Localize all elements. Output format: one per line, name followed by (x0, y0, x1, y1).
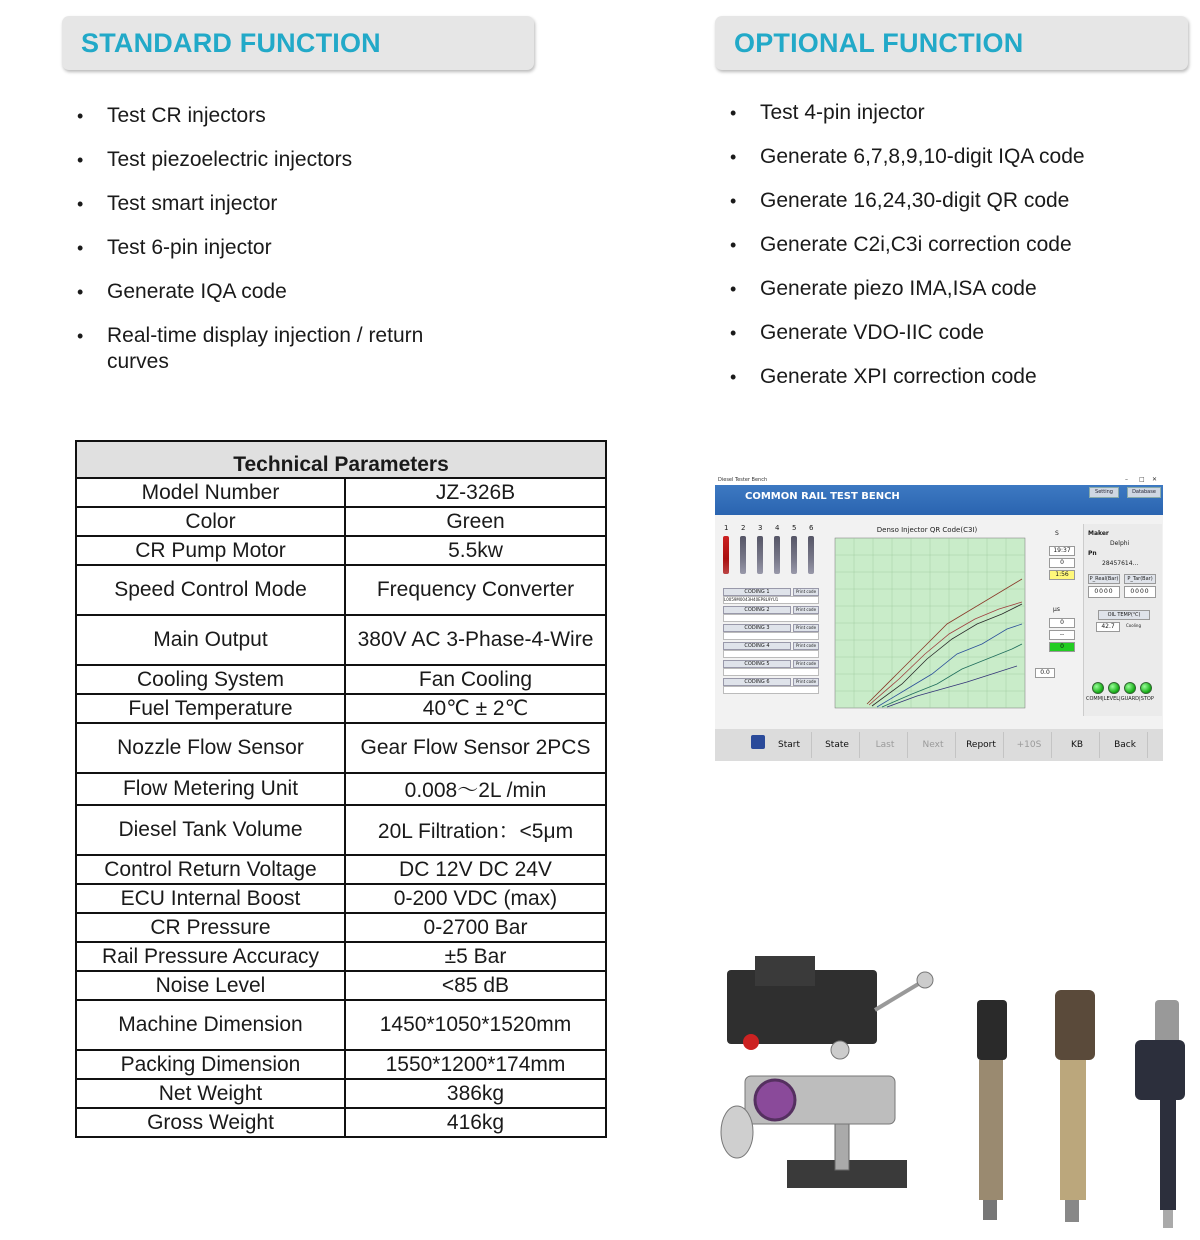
clamp-handwheel (721, 1106, 753, 1158)
param-value: 20L Filtration：<5μm (345, 805, 606, 855)
value-field: 0.0 (1035, 668, 1055, 678)
param-label: CR Pressure (76, 913, 345, 942)
list-item: • Test CR injectors (77, 103, 457, 129)
table-row (76, 507, 606, 536)
table-row (76, 942, 606, 971)
param-value: 0-200 VDC (max) (345, 884, 606, 913)
param-value: Green (345, 507, 606, 536)
injector-number: 1 (724, 524, 729, 532)
param-label: Rail Pressure Accuracy (76, 942, 345, 971)
last-button[interactable]: Last (863, 732, 908, 758)
param-value: ±5 Bar (345, 942, 606, 971)
optional-function-list (730, 100, 1190, 408)
s-field: 19:37 (1049, 546, 1075, 556)
list-item: • Generate 6,7,8,9,10-digit IQA code (730, 144, 1190, 170)
param-label: Machine Dimension (76, 1000, 345, 1050)
param-label: Main Output (76, 615, 345, 665)
param-label: Color (76, 507, 345, 536)
list-item: • Generate XPI correction code (730, 364, 1190, 390)
injector-number: 5 (792, 524, 797, 532)
param-label: Gross Weight (76, 1108, 345, 1137)
oil-temp-label: OIL TEMP(℃) (1098, 610, 1150, 620)
table-row (76, 1079, 606, 1108)
cooling-label: Cooling (1126, 623, 1141, 628)
technical-parameters-table (75, 440, 607, 1138)
info-panel (1083, 524, 1162, 716)
clamp-handle-ball (917, 972, 933, 988)
standard-function-list (77, 103, 457, 393)
coding-field[interactable] (723, 614, 819, 622)
param-label: Control Return Voltage (76, 855, 345, 884)
param-label: CR Pump Motor (76, 536, 345, 565)
coding-label: CODING 5 (723, 660, 791, 668)
injection-curve-chart (827, 524, 1027, 716)
database-button[interactable]: Database (1127, 487, 1161, 498)
list-item: • Real-time display injection / return curves (77, 323, 457, 375)
param-value: Fan Cooling (345, 665, 606, 694)
table-row (76, 971, 606, 1000)
list-item: • Generate 16,24,30-digit QR code (730, 188, 1190, 214)
param-value: <85 dB (345, 971, 606, 1000)
list-item: • Generate piezo IMA,ISA code (730, 276, 1190, 302)
table-title: Technical Parameters (76, 441, 606, 478)
param-value: Gear Flow Sensor 2PCS (345, 723, 606, 773)
guard-light-icon (1124, 682, 1136, 694)
comm-light-icon (1092, 682, 1104, 694)
injector-2 (1055, 990, 1095, 1222)
table-row (76, 773, 606, 805)
status-labels: COMM|LEVEL|GUARD|STOP (1086, 696, 1154, 702)
pn-label: Pn (1088, 550, 1097, 557)
clamp-knob-purple (755, 1080, 795, 1120)
injector-number: 4 (775, 524, 780, 532)
table-row (76, 1050, 606, 1079)
param-value: 416kg (345, 1108, 606, 1137)
injector-1 (977, 1000, 1007, 1220)
oil-temp-value: 42.7 (1096, 622, 1120, 632)
print-code-button[interactable]: Print code (793, 624, 819, 632)
table-row (76, 723, 606, 773)
injector-icon[interactable] (757, 536, 763, 574)
param-value: 1450*1050*1520mm (345, 1000, 606, 1050)
param-label: ECU Internal Boost (76, 884, 345, 913)
param-label: Model Number (76, 478, 345, 507)
param-value: 1550*1200*174mm (345, 1050, 606, 1079)
maximize-icon[interactable]: □ (1139, 476, 1145, 483)
timer-panel (1035, 528, 1079, 683)
coding-label: CODING 4 (723, 642, 791, 650)
app-title-bar (715, 485, 1163, 515)
coding-row (723, 606, 821, 621)
table-row (76, 884, 606, 913)
start-button[interactable]: Start (767, 732, 812, 758)
coding-row (723, 588, 821, 603)
setting-button[interactable]: Setting (1089, 487, 1119, 498)
red-knob (743, 1034, 759, 1050)
window-title: Diesel Tester Bench (718, 477, 768, 483)
bottom-toolbar (715, 729, 1163, 761)
coding-label: CODING 6 (723, 678, 791, 686)
list-item: • Test piezoelectric injectors (77, 147, 457, 173)
list-item: • Generate C2i,C3i correction code (730, 232, 1190, 258)
coding-field[interactable] (723, 650, 819, 658)
print-code-button[interactable]: Print code (793, 588, 819, 596)
us-label: μs (1053, 606, 1060, 613)
param-value: Frequency Converter (345, 565, 606, 615)
clamp-handle-ball (831, 1041, 849, 1059)
back-button[interactable]: Back (1103, 732, 1148, 758)
injector-icon[interactable] (808, 536, 814, 574)
level-light-icon (1108, 682, 1120, 694)
injector-number: 3 (758, 524, 763, 532)
param-value: JZ-326B (345, 478, 606, 507)
param-label: Packing Dimension (76, 1050, 345, 1079)
param-label: Fuel Temperature (76, 694, 345, 723)
close-icon[interactable]: ✕ (1152, 476, 1158, 483)
print-code-button[interactable]: Print code (793, 642, 819, 650)
coding-row (723, 624, 821, 639)
list-item: • Generate VDO-IIC code (730, 320, 1190, 346)
p-tar-label: P_Tar(Bar) (1124, 574, 1156, 584)
coding-field[interactable] (723, 686, 819, 694)
coding-label: CODING 3 (723, 624, 791, 632)
app-title: COMMON RAIL TEST BENCH (745, 491, 900, 502)
product-photos (715, 950, 1200, 1235)
injector-clamp-fixture (721, 956, 933, 1188)
param-label: Flow Metering Unit (76, 773, 345, 805)
state-button[interactable]: State (815, 732, 860, 758)
clamp-handle (875, 980, 925, 1010)
param-value: 0-2700 Bar (345, 913, 606, 942)
list-item: • Test 4-pin injector (730, 100, 1190, 126)
s-field: 0 (1049, 558, 1075, 568)
print-code-button[interactable]: Print code (793, 678, 819, 686)
param-label: Net Weight (76, 1079, 345, 1108)
injector-panel (721, 524, 823, 704)
p-real-label: P_Real(Bar) (1089, 576, 1119, 582)
kb-button[interactable]: KB (1055, 732, 1100, 758)
table-row (76, 478, 606, 507)
p-real-value: 0000 (1088, 586, 1120, 598)
minimize-icon[interactable]: – (1125, 476, 1128, 483)
report-button[interactable]: Report (959, 732, 1004, 758)
coding-field[interactable]: L0059M0043H40EP8L9YU1 (723, 596, 819, 604)
injector-number: 6 (809, 524, 814, 532)
us-field: 0 (1049, 642, 1075, 652)
table-row (76, 855, 606, 884)
coding-row (723, 660, 821, 675)
param-value: 5.5kw (345, 536, 606, 565)
maker-label: Maker (1088, 530, 1109, 537)
optional-function-title: OPTIONAL FUNCTION (734, 28, 1024, 58)
param-value: 40℃ ± 2℃ (345, 694, 606, 723)
print-code-button[interactable]: Print code (793, 606, 819, 614)
s-label: S (1055, 530, 1059, 537)
list-item: • Generate IQA code (77, 279, 457, 305)
us-field: 0 (1049, 618, 1075, 628)
stop-light-icon (1140, 682, 1152, 694)
coding-row (723, 642, 821, 657)
list-item: • Test 6-pin injector (77, 235, 457, 261)
chart-title: Denso Injector QR Code(C3I) (876, 526, 978, 534)
table-row (76, 1000, 606, 1050)
param-value: 0.008～2L /min (345, 773, 606, 805)
injector-3 (1135, 1000, 1185, 1228)
print-code-button[interactable]: Print code (793, 660, 819, 668)
coding-field[interactable] (723, 668, 819, 676)
plus-10s-button[interactable]: +10S (1007, 732, 1052, 758)
param-value: DC 12V DC 24V (345, 855, 606, 884)
software-screenshot (715, 476, 1163, 761)
param-label: Cooling System (76, 665, 345, 694)
coding-field[interactable] (723, 632, 819, 640)
list-item: • Test smart injector (77, 191, 457, 217)
table-row (76, 805, 606, 855)
optional-function-header (715, 16, 1188, 70)
injector-icon[interactable] (774, 536, 780, 574)
p-tar-value: 0000 (1124, 586, 1156, 598)
table-row (76, 694, 606, 723)
table-row (76, 536, 606, 565)
table-row (76, 615, 606, 665)
window-title-bar (715, 476, 1163, 485)
injector-icon[interactable] (791, 536, 797, 574)
param-label: Diesel Tank Volume (76, 805, 345, 855)
next-button[interactable]: Next (911, 732, 956, 758)
run-icon (751, 735, 765, 749)
standard-function-header (62, 16, 534, 70)
table-row (76, 665, 606, 694)
s-field: 1:56 (1049, 570, 1075, 580)
us-field: -- (1049, 630, 1075, 640)
pn-value: 28457614... (1102, 560, 1139, 567)
standard-function-title: STANDARD FUNCTION (81, 28, 381, 58)
table-row (76, 1108, 606, 1137)
coding-row (723, 678, 821, 693)
param-label: Speed Control Mode (76, 565, 345, 615)
table-row (76, 913, 606, 942)
coding-label: CODING 2 (723, 606, 791, 614)
param-label: Noise Level (76, 971, 345, 1000)
injector-number: 2 (741, 524, 746, 532)
injector-icon[interactable] (740, 536, 746, 574)
injector-icon[interactable] (723, 536, 729, 574)
clamp-jaw (755, 956, 815, 986)
coding-label: CODING 1 (723, 588, 791, 596)
maker-value: Delphi (1110, 540, 1130, 547)
table-row (76, 565, 606, 615)
param-value: 386kg (345, 1079, 606, 1108)
param-value: 380V AC 3-Phase-4-Wire (345, 615, 606, 665)
param-label: Nozzle Flow Sensor (76, 723, 345, 773)
